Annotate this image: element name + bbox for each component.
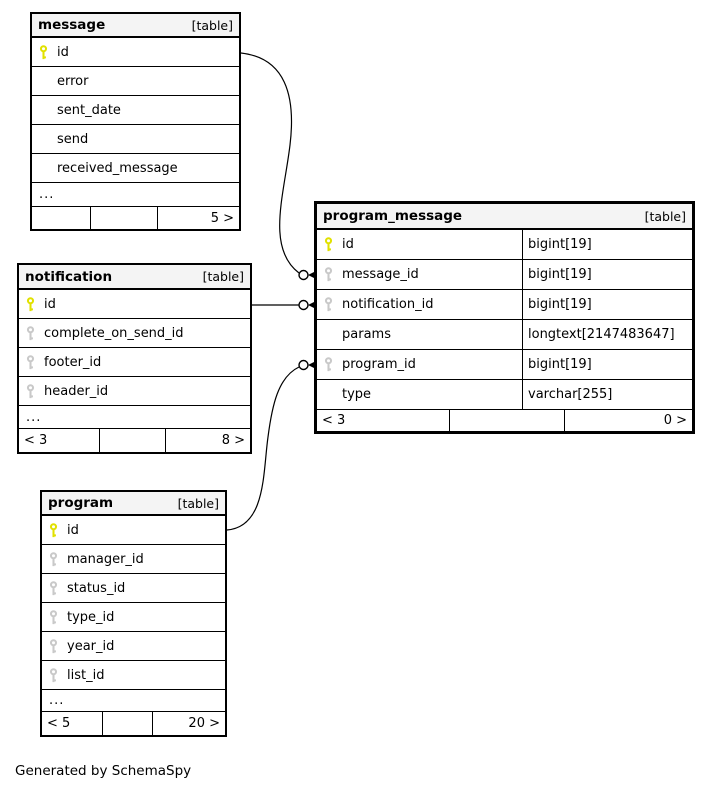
column-row — [19, 348, 250, 377]
foreign-key-icon — [48, 639, 59, 654]
column-name: list_id — [67, 667, 105, 683]
hidden-columns-ellipsis: ... — [19, 406, 250, 429]
foreign-key-icon — [48, 668, 59, 683]
table-program-header — [42, 492, 225, 516]
generated-by-credit: Generated by SchemaSpy — [15, 763, 192, 779]
column-type-cell — [523, 290, 692, 319]
column-name: manager_id — [67, 551, 144, 567]
column-row — [42, 545, 225, 574]
pager-next: 0 > — [663, 413, 687, 428]
column-name: received_message — [57, 160, 178, 176]
column-row — [317, 230, 692, 260]
column-name: footer_id — [44, 354, 102, 370]
pager-prev: < 3 — [19, 429, 100, 452]
pager-mid — [100, 429, 166, 452]
table-message-footer — [32, 207, 239, 229]
column-row — [42, 516, 225, 545]
column-row — [42, 603, 225, 632]
table-name: program_message — [323, 208, 463, 224]
column-type-cell — [523, 380, 692, 409]
column-name: params — [342, 327, 391, 342]
column-name-cell — [317, 290, 523, 319]
column-name: year_id — [67, 638, 115, 654]
column-name: complete_on_send_id — [44, 325, 184, 341]
column-name-cell — [317, 320, 523, 349]
table-program-message[interactable] — [314, 201, 695, 434]
table-name: notification — [25, 268, 113, 285]
column-name: id — [342, 237, 354, 252]
table-name: program — [48, 495, 114, 511]
hidden-columns-ellipsis: ... — [32, 183, 239, 207]
column-row — [19, 290, 250, 319]
table-message-header — [32, 14, 239, 38]
foreign-key-icon — [323, 357, 334, 372]
column-row — [317, 380, 692, 410]
column-type: bigint[19] — [528, 357, 592, 372]
table-tag: [table] — [177, 495, 219, 511]
pager-next: 8 > — [221, 433, 245, 448]
zero-or-one-circle-icon — [299, 271, 308, 280]
pager-next: 20 > — [188, 716, 220, 731]
column-type-cell — [523, 260, 692, 289]
zero-or-one-circle-icon — [299, 361, 308, 370]
column-row — [42, 661, 225, 690]
table-notification-header — [19, 265, 250, 290]
column-row — [32, 67, 239, 96]
foreign-key-icon — [48, 552, 59, 567]
foreign-key-icon — [323, 297, 334, 312]
column-name-cell — [317, 260, 523, 289]
column-row — [19, 377, 250, 406]
column-name: type — [342, 387, 372, 402]
column-row — [317, 260, 692, 290]
pager-mid — [91, 207, 158, 229]
table-program-footer — [42, 712, 225, 735]
column-type: bigint[19] — [528, 267, 592, 282]
column-name: id — [57, 44, 69, 60]
column-name: header_id — [44, 383, 109, 399]
column-name: id — [67, 522, 79, 538]
table-program-message-header — [317, 204, 692, 230]
column-type: longtext[2147483647] — [528, 327, 675, 342]
foreign-key-icon — [25, 326, 36, 341]
column-row — [32, 96, 239, 125]
column-type: bigint[19] — [528, 237, 592, 252]
column-name: error — [57, 73, 89, 89]
pager-prev: < 3 — [317, 410, 450, 431]
column-row — [42, 574, 225, 603]
column-name: id — [44, 296, 56, 312]
table-tag: [table] — [644, 208, 686, 224]
table-program-message-footer — [317, 410, 692, 431]
column-row — [317, 320, 692, 350]
column-row — [42, 632, 225, 661]
table-program[interactable] — [40, 490, 227, 737]
column-row — [32, 154, 239, 183]
column-type: varchar[255] — [528, 387, 613, 402]
column-name: message_id — [342, 267, 419, 282]
column-name-cell — [317, 350, 523, 379]
column-row — [317, 290, 692, 320]
column-name-cell — [317, 380, 523, 409]
column-name: sent_date — [57, 102, 121, 118]
zero-or-one-circle-icon — [299, 301, 308, 310]
column-name: status_id — [67, 580, 126, 596]
column-row — [317, 350, 692, 380]
table-notification-footer — [19, 429, 250, 452]
relationship-message-to-program-message — [241, 53, 299, 273]
table-message[interactable] — [30, 12, 241, 231]
table-tag: [table] — [202, 269, 244, 284]
pager-mid — [450, 410, 565, 431]
pager-prev: < 5 — [42, 712, 103, 735]
primary-key-icon — [48, 523, 59, 538]
column-row — [32, 125, 239, 154]
primary-key-icon — [323, 237, 334, 252]
pager-next: 5 > — [210, 210, 234, 226]
foreign-key-icon — [48, 581, 59, 596]
table-notification[interactable] — [17, 263, 252, 454]
pager-prev — [32, 207, 91, 229]
foreign-key-icon — [48, 610, 59, 625]
column-name-cell — [317, 230, 523, 259]
column-type-cell — [523, 320, 692, 349]
table-name: message — [38, 17, 106, 33]
primary-key-icon — [25, 297, 36, 312]
hidden-columns-ellipsis: ... — [42, 690, 225, 712]
column-type-cell — [523, 230, 692, 259]
pager-mid — [103, 712, 153, 735]
foreign-key-icon — [25, 384, 36, 399]
column-name: type_id — [67, 609, 115, 625]
foreign-key-icon — [25, 355, 36, 370]
column-name: program_id — [342, 357, 416, 372]
column-row — [32, 38, 239, 67]
column-type: bigint[19] — [528, 297, 592, 312]
column-name: notification_id — [342, 297, 434, 312]
table-tag: [table] — [191, 17, 233, 33]
column-type-cell — [523, 350, 692, 379]
foreign-key-icon — [323, 267, 334, 282]
primary-key-icon — [38, 45, 49, 60]
column-name: send — [57, 131, 89, 147]
column-row — [19, 319, 250, 348]
